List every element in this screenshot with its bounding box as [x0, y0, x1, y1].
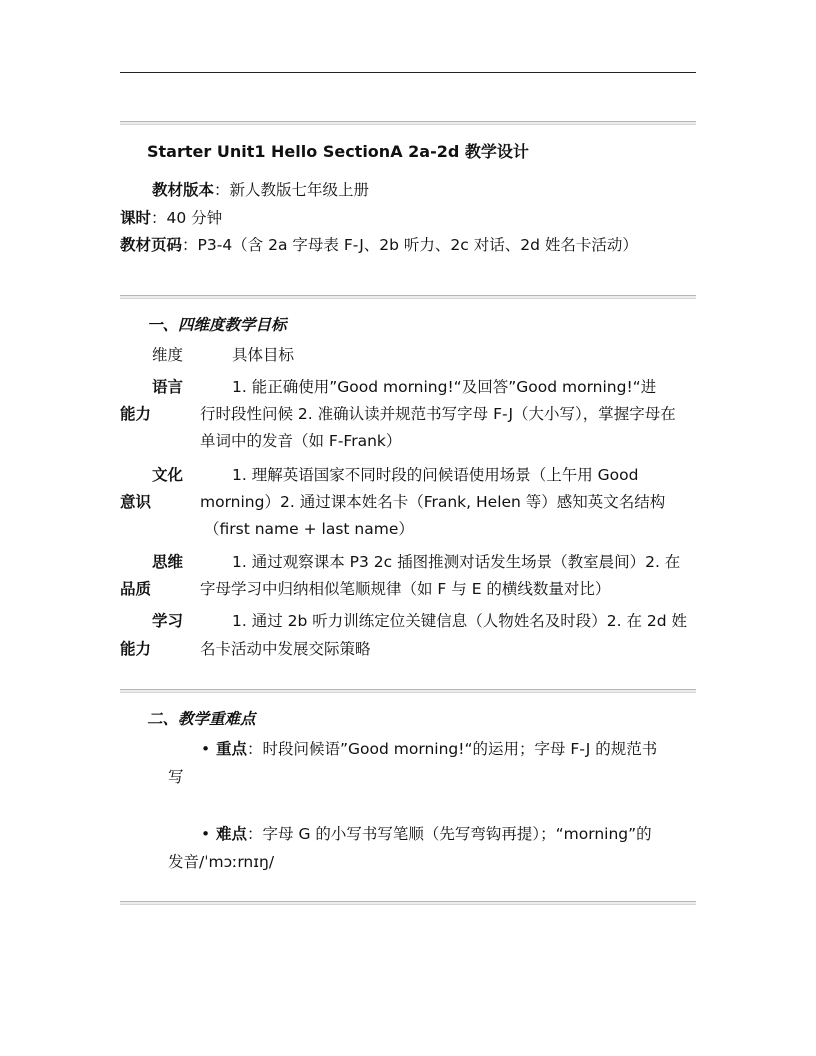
section1-heading: 一、四维度教学目标: [147, 316, 287, 334]
key-point-text: ：时段问候语”Good morning!“的运用；字母 F-J 的规范书: [247, 740, 658, 758]
header-rule: [120, 72, 696, 73]
edition-line: [152, 177, 369, 204]
pages-line: [120, 232, 638, 259]
row-goal-line: 1. 通过观察课本 P3 2c 插图推测对话发生场景（教室晨间）2. 在: [232, 553, 681, 571]
row-label-top: 思维: [152, 553, 184, 571]
row-label-top: 语言: [152, 378, 184, 396]
row-goal-line: 名卡活动中发展交际策略: [200, 640, 371, 658]
edition-label: 教材版本: [152, 181, 215, 199]
row-goal-line: 1. 通过 2b 听力训练定位关键信息（人物姓名及时段）2. 在 2d 姓: [232, 612, 688, 630]
row-label-bottom: 品质: [120, 580, 152, 598]
key-point-continuation: 写: [168, 768, 184, 786]
row-label-bottom: 能力: [120, 640, 152, 658]
section2-heading: 二、教学重难点: [147, 710, 256, 728]
difficulty-continuation: 发音/ˈmɔːrnɪŋ/: [168, 853, 275, 871]
key-point-line: [216, 736, 657, 763]
difficulty-line: [216, 821, 652, 848]
pages-value: ：P3-4（含 2a 字母表 F-J、2b 听力、2c 对话、2d 姓名卡活动）: [182, 236, 638, 254]
difficulty-text: ：字母 G 的小写书写笔顺（先写弯钩再提）；“morning”的: [247, 825, 652, 843]
section-divider: [120, 121, 696, 125]
key-point-label: 重点: [216, 740, 248, 758]
row-label-top: 文化: [152, 466, 184, 484]
row-label-bottom: 意识: [120, 493, 152, 511]
section-divider: [120, 295, 696, 299]
row-goal-line: 字母学习中归纳相似笔顺规律（如 F 与 E 的横线数量对比）: [200, 580, 611, 598]
period-label: 课时: [120, 209, 152, 227]
column-header-dimension: 维度: [152, 346, 184, 364]
row-label-top: 学习: [152, 612, 184, 630]
row-goal-line: （first name + last name）: [204, 520, 414, 538]
edition-value: ：新人教版七年级上册: [214, 181, 370, 199]
period-value: ：40 分钟: [151, 209, 223, 227]
row-goal-line: 1. 理解英语国家不同时段的问候语使用场景（上午用 Good: [232, 466, 639, 484]
row-goal-line: morning）2. 通过课本姓名卡（Frank, Helen 等）感知英文名结构: [200, 493, 666, 511]
row-label-bottom: 能力: [120, 405, 152, 423]
column-header-goal: 具体目标: [232, 346, 295, 364]
bullet-icon: •: [201, 740, 211, 758]
period-line: [120, 205, 222, 232]
section-divider: [120, 689, 696, 693]
document-title: Starter Unit1 Hello SectionA 2a-2d 教学设计: [147, 142, 529, 161]
bullet-icon: •: [201, 825, 211, 843]
pages-label: 教材页码: [120, 236, 183, 254]
difficulty-label: 难点: [216, 825, 248, 843]
row-goal-line: 单词中的发音（如 F-Frank）: [200, 432, 402, 450]
row-goal-line: 1. 能正确使用”Good morning!“及回答”Good morning!“进: [232, 378, 657, 396]
row-goal-line: 行时段性问候 2. 准确认读并规范书写字母 F-J（大小写），掌握字母在: [200, 405, 676, 423]
section-divider: [120, 901, 696, 905]
